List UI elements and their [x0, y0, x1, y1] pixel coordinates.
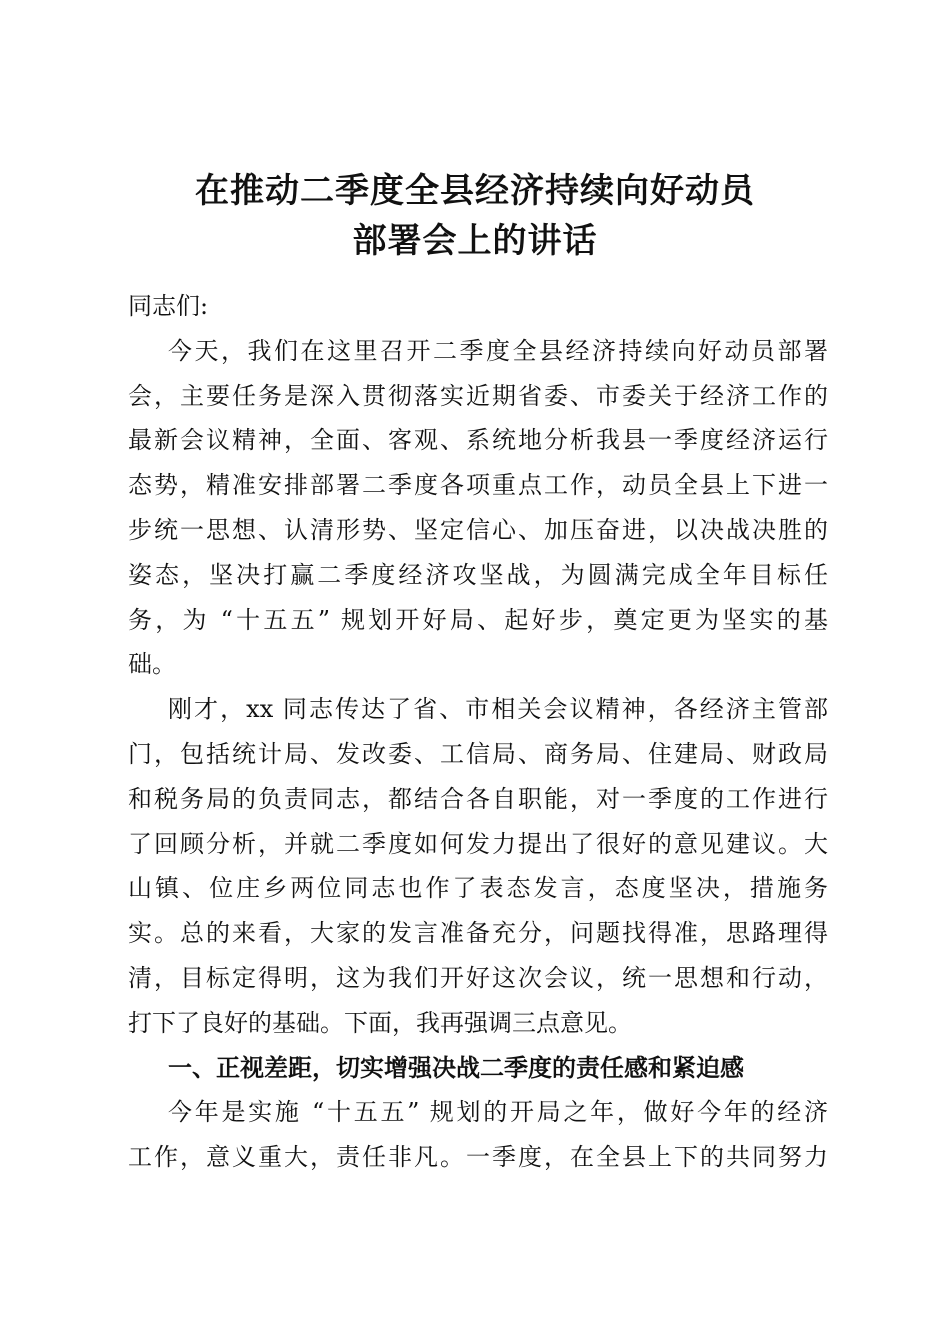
paragraph-3-line: 工作，意义重大，责任非凡。一季度，在全县上下的共同努力: [128, 1143, 828, 1172]
salutation: 同志们:: [128, 292, 209, 320]
paragraph-1-line: 最新会议精神，全面、客观、系统地分析我县一季度经济运行: [128, 426, 828, 455]
paragraph-1-line: 态势，精准安排部署二季度各项重点工作，动员全县上下进一: [128, 471, 828, 500]
paragraph-2-line: 和税务局的负责同志，都结合各自职能，对一季度的工作进行: [128, 784, 828, 813]
paragraph-1-line: 步统一思想、认清形势、坚定信心、加压奋进，以决战决胜的: [128, 515, 828, 544]
paragraph-2-line: 清，目标定得明，这为我们开好这次会议，统一思想和行动，: [128, 963, 828, 992]
paragraph-1-line: 会，主要任务是深入贯彻落实近期省委、市委关于经济工作的: [128, 381, 828, 410]
section-1-heading: 一、正视差距，切实增强决战二季度的责任感和紧迫感: [168, 1052, 744, 1082]
title-line-1: 在推动二季度全县经济持续向好动员: [195, 171, 755, 211]
paragraph-1-line: 务，为 “十五五” 规划开好局、起好步，奠定更为坚实的基: [128, 605, 828, 634]
paragraph-2: [128, 687, 828, 1045]
paragraph-1-line: 姿态，坚决打赢二季度经济攻坚战，为圆满完成全年目标任: [128, 560, 828, 589]
paragraph-3-line: 今年是实施 “十五五” 规划的开局之年，做好今年的经济: [168, 1098, 828, 1127]
paragraph-2-line: 刚才，xx 同志传达了省、市相关会议精神，各经济主管部: [168, 695, 828, 724]
paragraph-1: [128, 329, 828, 687]
paragraph-2-line: 门，包括统计局、发改委、工信局、商务局、住建局、财政局: [128, 739, 828, 768]
title-line-2: 部署会上的讲话: [352, 221, 598, 261]
document-body: [128, 284, 828, 1180]
paragraph-1-line: 础。: [128, 650, 176, 679]
paragraph-1-line: 今天，我们在这里召开二季度全县经济持续向好动员部署: [168, 336, 828, 365]
paragraph-2-line: 山镇、位庄乡两位同志也作了表态发言，态度坚决，措施务: [128, 874, 828, 903]
paragraph-3: [128, 1090, 828, 1180]
document-title: [0, 166, 950, 266]
paragraph-2-line: 实。总的来看，大家的发言准备充分，问题找得准，思路理得: [128, 919, 828, 948]
paragraph-2-line: 打下了良好的基础。下面，我再强调三点意见。: [128, 1008, 632, 1037]
paragraph-2-line: 了回顾分析，并就二季度如何发力提出了很好的意见建议。大: [128, 829, 828, 858]
